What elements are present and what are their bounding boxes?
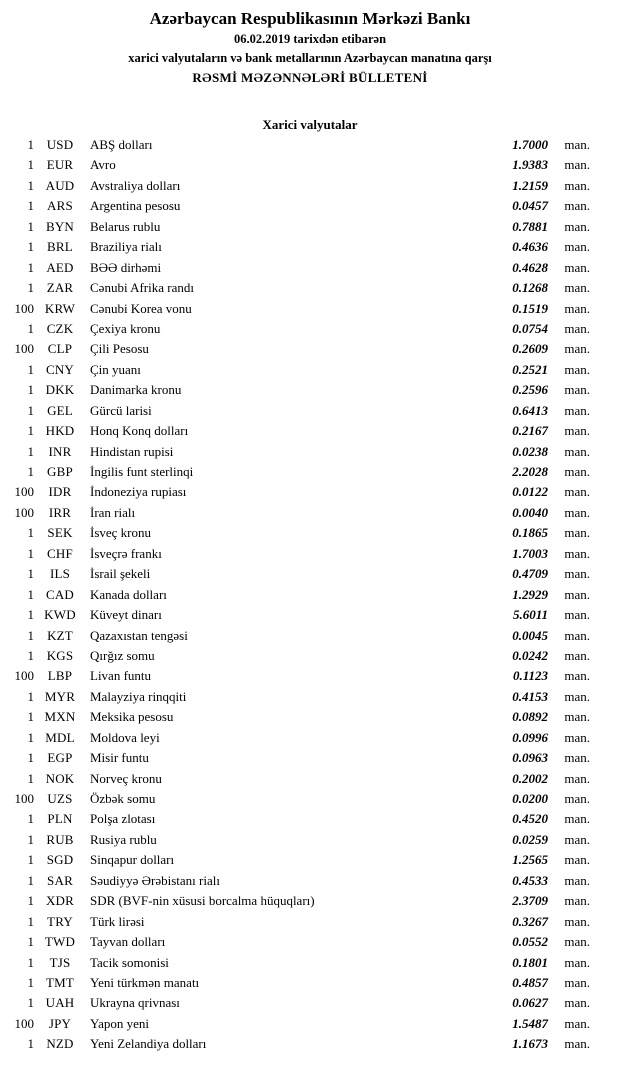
currency-name: Çili Pesosu bbox=[90, 341, 149, 357]
currency-code: SGD bbox=[46, 852, 74, 868]
rate-row bbox=[0, 934, 620, 954]
rate-value: 0.4709 bbox=[512, 566, 548, 582]
currency-name: Avstraliya dolları bbox=[90, 177, 181, 193]
unit-label: man. bbox=[564, 974, 590, 990]
currency-code: ILS bbox=[49, 566, 71, 582]
currency-code: BYN bbox=[45, 218, 75, 234]
rate-value: 0.0892 bbox=[512, 709, 548, 725]
rate-quantity: 1 bbox=[27, 443, 34, 459]
rate-quantity: 100 bbox=[14, 504, 34, 520]
rate-quantity: 1 bbox=[27, 361, 34, 377]
rate-row bbox=[0, 137, 620, 157]
rate-row bbox=[0, 546, 620, 566]
rate-quantity: 1 bbox=[27, 688, 34, 704]
currency-code: HKD bbox=[45, 423, 75, 439]
unit-label: man. bbox=[564, 729, 590, 745]
unit-label: man. bbox=[564, 361, 590, 377]
currency-code: UZS bbox=[47, 791, 73, 806]
currency-name: Cənubi Korea vonu bbox=[90, 300, 192, 316]
rate-row bbox=[0, 566, 620, 586]
rate-quantity: 1 bbox=[27, 872, 34, 888]
rate-row bbox=[0, 975, 620, 995]
currency-name: İsrail şekeli bbox=[90, 566, 151, 582]
rate-row bbox=[0, 260, 620, 280]
currency-name: Livan funtu bbox=[90, 668, 152, 684]
currency-code: CAD bbox=[45, 586, 75, 602]
rate-row bbox=[0, 219, 620, 239]
currency-code: KWD bbox=[44, 607, 76, 623]
currency-name: Yeni Zelandiya dolları bbox=[90, 1036, 207, 1052]
currency-name: Yeni türkmən manatı bbox=[90, 974, 200, 990]
unit-label: man. bbox=[564, 382, 590, 398]
rate-value: 0.7881 bbox=[512, 218, 548, 234]
rate-quantity: 100 bbox=[14, 791, 34, 806]
unit-label: man. bbox=[564, 259, 590, 275]
rate-row bbox=[0, 484, 620, 504]
rate-value: 1.2159 bbox=[512, 177, 548, 193]
unit-label: man. bbox=[564, 627, 590, 643]
currency-name: Qırğız somu bbox=[90, 647, 155, 663]
rate-quantity: 1 bbox=[27, 280, 34, 296]
rate-row bbox=[0, 648, 620, 668]
currency-code: ZAR bbox=[46, 280, 74, 296]
unit-label: man. bbox=[564, 157, 590, 173]
unit-label: man. bbox=[564, 239, 590, 255]
currency-code: RUB bbox=[46, 831, 74, 847]
unit-label: man. bbox=[564, 811, 590, 827]
rate-row bbox=[0, 832, 620, 852]
currency-code: NOK bbox=[45, 770, 75, 786]
currency-name: Çexiya kronu bbox=[90, 320, 161, 336]
rate-value: 0.0996 bbox=[512, 729, 548, 745]
rate-quantity: 1 bbox=[27, 729, 34, 745]
currency-code: CHF bbox=[47, 545, 73, 561]
rate-quantity: 100 bbox=[14, 300, 34, 316]
unit-label: man. bbox=[564, 402, 590, 418]
currency-name: Sinqapur dolları bbox=[90, 852, 175, 868]
unit-label: man. bbox=[564, 198, 590, 214]
bulletin-title: RƏSMİ MƏZƏNNƏLƏRİ BÜLLETENİ bbox=[192, 70, 428, 85]
rate-quantity: 1 bbox=[27, 954, 34, 970]
currency-name: İsveçrə frankı bbox=[90, 545, 162, 561]
currency-code: TJS bbox=[49, 954, 71, 970]
unit-label: man. bbox=[564, 1015, 590, 1031]
rate-row bbox=[0, 1036, 620, 1056]
rate-value: 2.2028 bbox=[512, 464, 548, 479]
rate-value: 0.2167 bbox=[512, 423, 548, 439]
currency-code: EGP bbox=[47, 750, 73, 766]
rate-value: 0.0552 bbox=[512, 934, 548, 950]
currency-name: SDR (BVF-nin xüsusi borcalma hüquqları) bbox=[90, 893, 315, 909]
unit-label: man. bbox=[564, 320, 590, 336]
rate-row bbox=[0, 893, 620, 913]
currency-name: Avro bbox=[90, 157, 116, 173]
currency-code: SEK bbox=[47, 525, 73, 541]
rate-row bbox=[0, 771, 620, 791]
unit-label: man. bbox=[564, 341, 590, 357]
unit-label: man. bbox=[564, 954, 590, 970]
rate-row bbox=[0, 301, 620, 321]
currency-code: KGS bbox=[46, 647, 74, 663]
unit-label: man. bbox=[564, 750, 590, 766]
unit-label: man. bbox=[564, 280, 590, 296]
currency-code: AUD bbox=[45, 177, 75, 193]
unit-label: man. bbox=[564, 852, 590, 868]
rate-row bbox=[0, 852, 620, 872]
unit-label: man. bbox=[564, 647, 590, 663]
rate-row bbox=[0, 1016, 620, 1036]
rate-row bbox=[0, 607, 620, 627]
rate-quantity: 1 bbox=[27, 525, 34, 541]
unit-label: man. bbox=[564, 504, 590, 520]
rate-quantity: 1 bbox=[27, 647, 34, 663]
rate-quantity: 1 bbox=[27, 259, 34, 275]
currency-name: Argentina pesosu bbox=[90, 198, 181, 214]
currency-name: İsveç kronu bbox=[90, 525, 152, 541]
unit-label: man. bbox=[564, 688, 590, 704]
rate-row bbox=[0, 464, 620, 484]
rate-value: 0.2609 bbox=[512, 341, 548, 357]
rate-quantity: 1 bbox=[27, 382, 34, 398]
rate-value: 0.4153 bbox=[512, 688, 548, 704]
rate-value: 0.0242 bbox=[512, 647, 548, 663]
rate-row bbox=[0, 689, 620, 709]
currency-name: Çin yuanı bbox=[90, 361, 141, 377]
rate-value: 0.2521 bbox=[512, 361, 548, 377]
currency-name: Hindistan rupisi bbox=[90, 443, 174, 459]
currency-code: IDR bbox=[48, 484, 72, 500]
currency-name: BƏƏ dirhəmi bbox=[90, 259, 162, 275]
currency-name: Tacik somonisi bbox=[90, 954, 169, 970]
currency-code: JPY bbox=[48, 1015, 72, 1031]
currency-code: TMT bbox=[45, 974, 75, 990]
rate-value: 0.0259 bbox=[512, 831, 548, 847]
currency-code: ARS bbox=[47, 198, 73, 214]
rate-value: 0.0200 bbox=[512, 791, 548, 806]
currency-code: AED bbox=[46, 259, 74, 275]
rate-row bbox=[0, 280, 620, 300]
unit-label: man. bbox=[564, 913, 590, 929]
rate-value: 0.2596 bbox=[512, 382, 548, 398]
rate-quantity: 1 bbox=[27, 423, 34, 439]
rate-value: 0.0045 bbox=[512, 627, 548, 643]
rate-value: 1.7003 bbox=[512, 545, 548, 561]
currency-name: Kanada dolları bbox=[90, 586, 167, 602]
currency-code: CNY bbox=[45, 361, 75, 377]
rate-row bbox=[0, 505, 620, 525]
currency-code: KZT bbox=[47, 627, 73, 643]
rate-row bbox=[0, 791, 620, 811]
rate-quantity: 1 bbox=[27, 995, 34, 1011]
rate-row bbox=[0, 873, 620, 893]
currency-code: USD bbox=[46, 137, 74, 152]
currency-name: ABŞ dolları bbox=[90, 137, 153, 152]
currency-code: CZK bbox=[46, 320, 74, 336]
rate-row bbox=[0, 444, 620, 464]
rate-value: 0.0238 bbox=[512, 443, 548, 459]
unit-label: man. bbox=[564, 300, 590, 316]
currency-code: MXN bbox=[44, 709, 76, 725]
currency-name: Gürcü larisi bbox=[90, 402, 152, 418]
unit-label: man. bbox=[564, 770, 590, 786]
currency-name: İngilis funt sterlinqi bbox=[90, 464, 194, 479]
unit-label: man. bbox=[564, 1036, 590, 1052]
unit-label: man. bbox=[564, 709, 590, 725]
currency-name: Malayziya rinqqiti bbox=[90, 688, 187, 704]
currency-code: GBP bbox=[47, 464, 73, 479]
rate-value: 1.9383 bbox=[512, 157, 548, 173]
rate-row bbox=[0, 198, 620, 218]
currency-name: İndoneziya rupiası bbox=[90, 484, 187, 500]
unit-label: man. bbox=[564, 464, 590, 479]
currency-name: Rusiya rublu bbox=[90, 831, 157, 847]
currency-code: DKK bbox=[45, 382, 75, 398]
currency-name: Tayvan dolları bbox=[90, 934, 166, 950]
rate-value: 1.2929 bbox=[512, 586, 548, 602]
rate-quantity: 100 bbox=[14, 341, 34, 357]
unit-label: man. bbox=[564, 791, 590, 806]
unit-label: man. bbox=[564, 137, 590, 152]
unit-label: man. bbox=[564, 586, 590, 602]
rate-value: 1.1673 bbox=[512, 1036, 548, 1052]
currency-code: LBP bbox=[47, 668, 73, 684]
currency-name: İran rialı bbox=[90, 504, 136, 520]
rate-quantity: 1 bbox=[27, 811, 34, 827]
rate-row bbox=[0, 668, 620, 688]
rate-row bbox=[0, 423, 620, 443]
rate-value: 0.4636 bbox=[512, 239, 548, 255]
rate-value: 0.0627 bbox=[512, 995, 548, 1011]
currency-name: Norveç kronu bbox=[90, 770, 162, 786]
rate-quantity: 1 bbox=[27, 750, 34, 766]
rate-quantity: 100 bbox=[14, 668, 34, 684]
rate-quantity: 1 bbox=[27, 852, 34, 868]
rate-value: 0.6413 bbox=[512, 402, 548, 418]
rate-value: 0.2002 bbox=[512, 770, 548, 786]
unit-label: man. bbox=[564, 545, 590, 561]
subtitle: xarici valyutaların və bank metallarının Azərbaycan manatına qarşı bbox=[128, 51, 492, 65]
currency-code: GEL bbox=[47, 402, 73, 418]
currency-code: MYR bbox=[44, 688, 76, 704]
unit-label: man. bbox=[564, 566, 590, 582]
rate-row bbox=[0, 628, 620, 648]
currency-code: TWD bbox=[44, 934, 76, 950]
rate-row bbox=[0, 362, 620, 382]
currency-name: Türk lirəsi bbox=[90, 913, 145, 929]
section-title: Xarici valyutalar bbox=[262, 117, 358, 132]
currency-name: Braziliya rialı bbox=[90, 239, 162, 255]
unit-label: man. bbox=[564, 484, 590, 500]
rate-row bbox=[0, 403, 620, 423]
currency-name: Yapon yeni bbox=[90, 1015, 149, 1031]
currency-code: CLP bbox=[47, 341, 73, 357]
rate-value: 0.3267 bbox=[512, 913, 548, 929]
rate-quantity: 1 bbox=[27, 1036, 34, 1052]
currency-code: MDL bbox=[45, 729, 75, 745]
rate-value: 5.6011 bbox=[512, 607, 548, 623]
rate-quantity: 1 bbox=[27, 545, 34, 561]
rate-quantity: 1 bbox=[27, 934, 34, 950]
currency-name: Özbək somu bbox=[90, 791, 156, 806]
rate-quantity: 1 bbox=[27, 157, 34, 173]
currency-name: Küveyt dinarı bbox=[90, 607, 162, 623]
rate-quantity: 1 bbox=[27, 627, 34, 643]
rate-quantity: 1 bbox=[27, 586, 34, 602]
currency-name: Polşa zlotası bbox=[90, 811, 156, 827]
rate-quantity: 1 bbox=[27, 607, 34, 623]
currency-code: KRW bbox=[44, 300, 76, 316]
rate-quantity: 100 bbox=[14, 1015, 34, 1031]
unit-label: man. bbox=[564, 607, 590, 623]
rate-value: 2.3709 bbox=[512, 893, 548, 909]
currency-name: Səudiyyə Ərəbistanı rialı bbox=[90, 872, 220, 888]
unit-label: man. bbox=[564, 893, 590, 909]
rate-value: 0.4520 bbox=[512, 811, 548, 827]
rate-value: 1.2565 bbox=[512, 852, 548, 868]
currency-name: Misir funtu bbox=[90, 750, 149, 766]
currency-code: SAR bbox=[47, 872, 73, 888]
rate-value: 0.0754 bbox=[512, 320, 548, 336]
rate-row bbox=[0, 709, 620, 729]
rate-quantity: 1 bbox=[27, 709, 34, 725]
rate-quantity: 1 bbox=[27, 913, 34, 929]
unit-label: man. bbox=[564, 177, 590, 193]
rate-row bbox=[0, 525, 620, 545]
rate-row bbox=[0, 811, 620, 831]
unit-label: man. bbox=[564, 525, 590, 541]
rate-quantity: 1 bbox=[27, 974, 34, 990]
currency-code: IRR bbox=[48, 504, 72, 520]
document-header bbox=[0, 0, 620, 88]
rate-value: 0.1123 bbox=[512, 668, 548, 684]
currency-name: Honq Konq dolları bbox=[90, 423, 189, 439]
rate-row bbox=[0, 239, 620, 259]
rate-value: 1.7000 bbox=[512, 137, 548, 152]
currency-name: Belarus rublu bbox=[90, 218, 161, 234]
rate-quantity: 1 bbox=[27, 893, 34, 909]
rate-value: 0.1268 bbox=[512, 280, 548, 296]
rate-value: 1.5487 bbox=[512, 1015, 548, 1031]
currency-code: BRL bbox=[47, 239, 73, 255]
rate-quantity: 1 bbox=[27, 177, 34, 193]
rate-row bbox=[0, 382, 620, 402]
rate-row bbox=[0, 587, 620, 607]
rate-row bbox=[0, 955, 620, 975]
rate-quantity: 1 bbox=[27, 218, 34, 234]
rate-quantity: 1 bbox=[27, 831, 34, 847]
rate-quantity: 1 bbox=[27, 402, 34, 418]
rate-row bbox=[0, 750, 620, 770]
rate-row bbox=[0, 995, 620, 1015]
unit-label: man. bbox=[564, 668, 590, 684]
rate-quantity: 1 bbox=[27, 239, 34, 255]
unit-label: man. bbox=[564, 443, 590, 459]
rate-quantity: 1 bbox=[27, 566, 34, 582]
rate-row bbox=[0, 914, 620, 934]
currency-code: INR bbox=[48, 443, 72, 459]
rate-quantity: 100 bbox=[14, 484, 34, 500]
rate-row bbox=[0, 157, 620, 177]
rate-value: 0.4533 bbox=[512, 872, 548, 888]
rate-value: 0.4857 bbox=[512, 974, 548, 990]
currency-name: Meksika pesosu bbox=[90, 709, 174, 725]
rate-quantity: 1 bbox=[27, 137, 34, 152]
rate-row bbox=[0, 321, 620, 341]
currency-name: Danimarka kronu bbox=[90, 382, 182, 398]
rate-row bbox=[0, 178, 620, 198]
rate-value: 0.4628 bbox=[512, 259, 548, 275]
rate-quantity: 1 bbox=[27, 198, 34, 214]
rate-value: 0.1519 bbox=[512, 300, 548, 316]
currency-code: NZD bbox=[46, 1036, 74, 1052]
currency-code: TRY bbox=[47, 913, 73, 929]
rate-value: 0.0040 bbox=[512, 504, 548, 520]
unit-label: man. bbox=[564, 831, 590, 847]
unit-label: man. bbox=[564, 934, 590, 950]
page-title: Azərbaycan Respublikasının Mərkəzi Bankı bbox=[149, 9, 471, 28]
currency-code: EUR bbox=[46, 157, 74, 173]
currency-name: Ukrayna qrivnası bbox=[90, 995, 180, 1011]
rate-value: 0.0457 bbox=[512, 198, 548, 214]
rate-row bbox=[0, 341, 620, 361]
rate-value: 0.0963 bbox=[512, 750, 548, 766]
currency-name: Cənubi Afrika randı bbox=[90, 280, 194, 296]
unit-label: man. bbox=[564, 218, 590, 234]
effective-date: 06.02.2019 tarixdən etibarən bbox=[233, 32, 387, 46]
currency-code: UAH bbox=[45, 995, 75, 1011]
rate-value: 0.0122 bbox=[512, 484, 548, 500]
unit-label: man. bbox=[564, 995, 590, 1011]
rate-quantity: 1 bbox=[27, 770, 34, 786]
unit-label: man. bbox=[564, 872, 590, 888]
currency-code: PLN bbox=[47, 811, 73, 827]
currency-code: XDR bbox=[45, 893, 75, 909]
rate-quantity: 1 bbox=[27, 320, 34, 336]
rate-value: 0.1801 bbox=[512, 954, 548, 970]
unit-label: man. bbox=[564, 423, 590, 439]
rate-row bbox=[0, 730, 620, 750]
currency-name: Moldova leyi bbox=[90, 729, 160, 745]
rate-quantity: 1 bbox=[27, 464, 34, 479]
rates-list bbox=[0, 137, 620, 1057]
rate-value: 0.1865 bbox=[512, 525, 548, 541]
currency-name: Qazaxıstan tengəsi bbox=[90, 627, 188, 643]
